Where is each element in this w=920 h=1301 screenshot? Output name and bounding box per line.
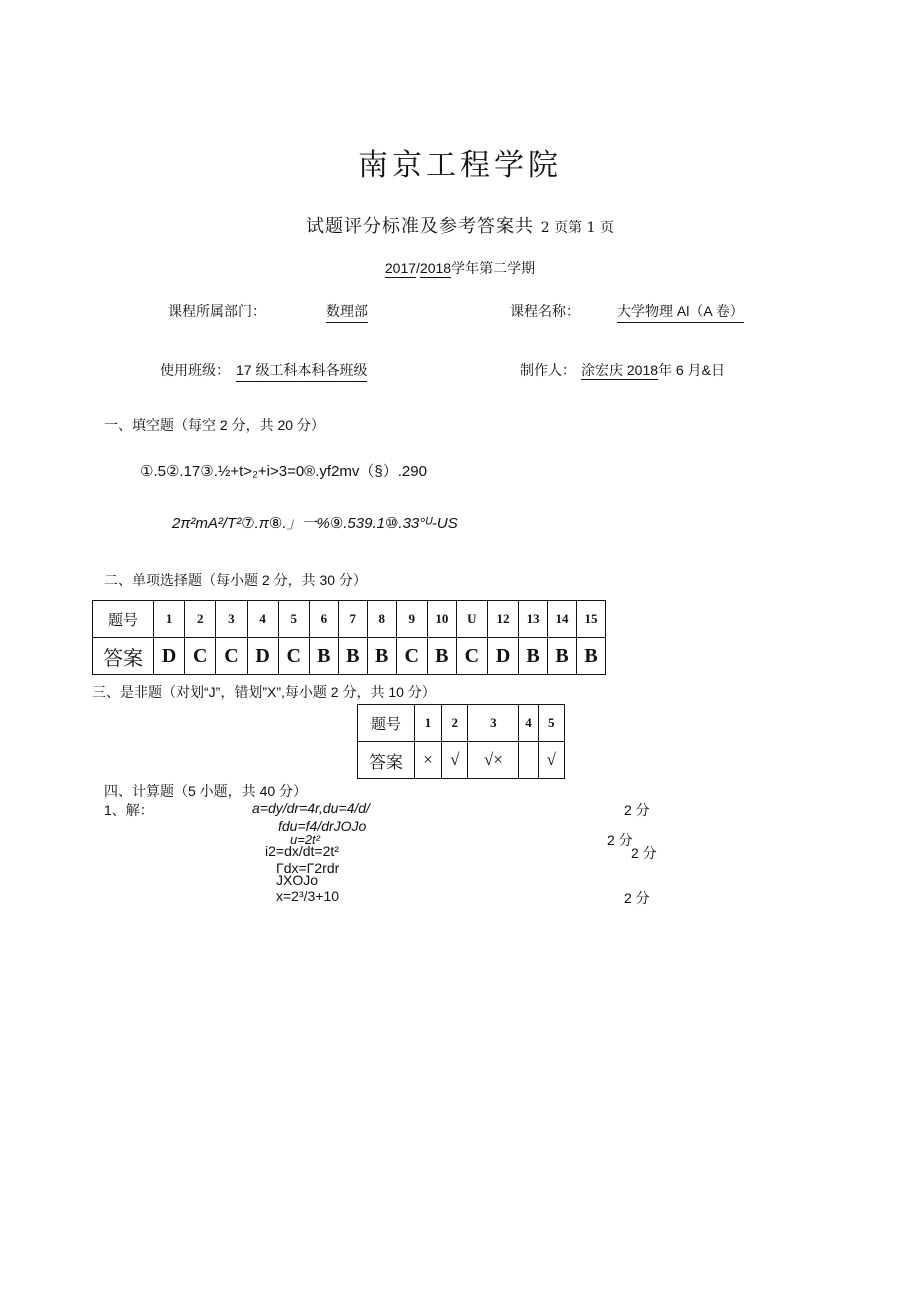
- choice-answer-cell: B: [548, 638, 577, 675]
- subtitle-pages: 2 页第 1 页: [540, 220, 614, 236]
- truefalse-number-cell: 4: [519, 705, 538, 742]
- school-name: 南京工程学院: [358, 148, 562, 183]
- truefalse-number-row: [358, 705, 565, 742]
- q1-label: 1、解：: [104, 802, 154, 818]
- calc-line: x=2³/3+10: [276, 888, 340, 904]
- author-value: 涂宏庆 2018: [581, 362, 659, 378]
- choice-answer-cell: B: [367, 638, 396, 675]
- section2-title: 二、单项选择题（每小题 2 分，共 30 分）: [104, 572, 367, 588]
- choice-answer-cell: B: [519, 638, 548, 675]
- course-label: 课程名称：: [510, 303, 580, 319]
- document-subtitle: [0, 212, 920, 238]
- choice-answer-row: [93, 638, 606, 675]
- fill-answers-line2: 2π²mA²/T²⑦.π⑧.」一%⑨.539.1⑩.33°ᵁ-US: [172, 515, 458, 532]
- choice-answer-cell: D: [154, 638, 185, 675]
- choice-answer-cell: C: [396, 638, 427, 675]
- section1-title: 一、填空题（每空 2 分，共 20 分）: [104, 417, 325, 433]
- points-label: 2 分: [624, 802, 650, 818]
- section3-title: 三、是非题（对划“J”，错划”X”,每小题 2 分，共 10 分）: [92, 684, 436, 700]
- truefalse-number-cell: 3: [468, 705, 519, 742]
- choice-number-cell: 9: [396, 601, 427, 638]
- choice-number-cell: 1: [154, 601, 185, 638]
- points-label: 2 分: [607, 832, 633, 848]
- truefalse-answer-cell: √: [538, 742, 564, 779]
- calc-line: a=dy/dr=4r,du=4/d/: [252, 800, 370, 816]
- truefalse-answer-cell: ×: [415, 742, 442, 779]
- choice-answer-cell: C: [216, 638, 247, 675]
- choice-answer-cell: D: [247, 638, 278, 675]
- choice-number-cell: 15: [577, 601, 606, 638]
- class-value: 17 级工科本科各班级: [236, 360, 367, 382]
- choice-number-cell: 12: [487, 601, 518, 638]
- choice-number-cell: 7: [338, 601, 367, 638]
- class-label: 使用班级：: [160, 362, 230, 378]
- choice-number-cell: U: [456, 601, 487, 638]
- subtitle-main: 试题评分标准及参考答案共: [306, 216, 535, 237]
- choice-number-cell: 14: [548, 601, 577, 638]
- calc-line: fdu=f4/drJOJo: [278, 818, 367, 834]
- points-label: 2 分: [624, 890, 650, 906]
- points-label: 2 分: [631, 845, 657, 861]
- choice-answer-cell: B: [427, 638, 456, 675]
- author-date: [581, 360, 725, 380]
- course-value: 大学物理 Al（A 卷）: [617, 301, 744, 323]
- choice-answer-cell: C: [185, 638, 216, 675]
- choice-answer-cell: B: [577, 638, 606, 675]
- dept-label: 课程所属部门：: [168, 303, 266, 319]
- choice-number-cell: 4: [247, 601, 278, 638]
- date-rest: 年 6 月&日: [658, 362, 725, 378]
- author-label: 制作人：: [520, 362, 576, 378]
- truefalse-answer-cell: √×: [468, 742, 519, 779]
- choice-number-row: [93, 601, 606, 638]
- choice-answer-table: [92, 600, 606, 675]
- truefalse-number-cell: 1: [415, 705, 442, 742]
- truefalse-answer-label: 答案: [358, 742, 415, 779]
- truefalse-answer-cell: √: [442, 742, 468, 779]
- truefalse-number-label: 题号: [358, 705, 415, 742]
- truefalse-answer-cell: [519, 742, 538, 779]
- term-separator: /: [416, 260, 420, 276]
- truefalse-answer-row: [358, 742, 565, 779]
- truefalse-number-cell: 5: [538, 705, 564, 742]
- choice-number-label: 题号: [93, 601, 154, 638]
- choice-answer-cell: C: [278, 638, 309, 675]
- choice-number-cell: 13: [519, 601, 548, 638]
- academic-term: [0, 258, 920, 278]
- section4-title: 四、计算题（5 小题，共 40 分）: [104, 783, 308, 799]
- truefalse-number-cell: 2: [442, 705, 468, 742]
- term-semester: 学年第二学期: [451, 260, 536, 276]
- choice-answer-cell: B: [338, 638, 367, 675]
- choice-answer-cell: D: [487, 638, 518, 675]
- choice-number-cell: 8: [367, 601, 396, 638]
- fill-answers-line1: ①.5②.17③.½+t>₂+i>3=0®.yf2mv（§）.290: [140, 463, 427, 480]
- choice-answer-label: 答案: [93, 638, 154, 675]
- truefalse-answer-table: [357, 704, 565, 779]
- choice-answer-cell: C: [456, 638, 487, 675]
- dept-value: 数理部: [326, 301, 368, 323]
- choice-number-cell: 6: [309, 601, 338, 638]
- choice-answer-cell: B: [309, 638, 338, 675]
- term-year-end: 2018: [419, 260, 452, 276]
- choice-number-cell: 5: [278, 601, 309, 638]
- calc-line: Γdx=Γ2rdr: [276, 860, 340, 876]
- calc-line: i2=dx/dt=2t²: [265, 843, 339, 859]
- calc-line: u=2t²: [290, 832, 320, 847]
- term-year-start: 2017: [384, 260, 417, 276]
- calc-line: JXOJo: [276, 872, 319, 888]
- choice-number-cell: 10: [427, 601, 456, 638]
- choice-number-cell: 2: [185, 601, 216, 638]
- choice-number-cell: 3: [216, 601, 247, 638]
